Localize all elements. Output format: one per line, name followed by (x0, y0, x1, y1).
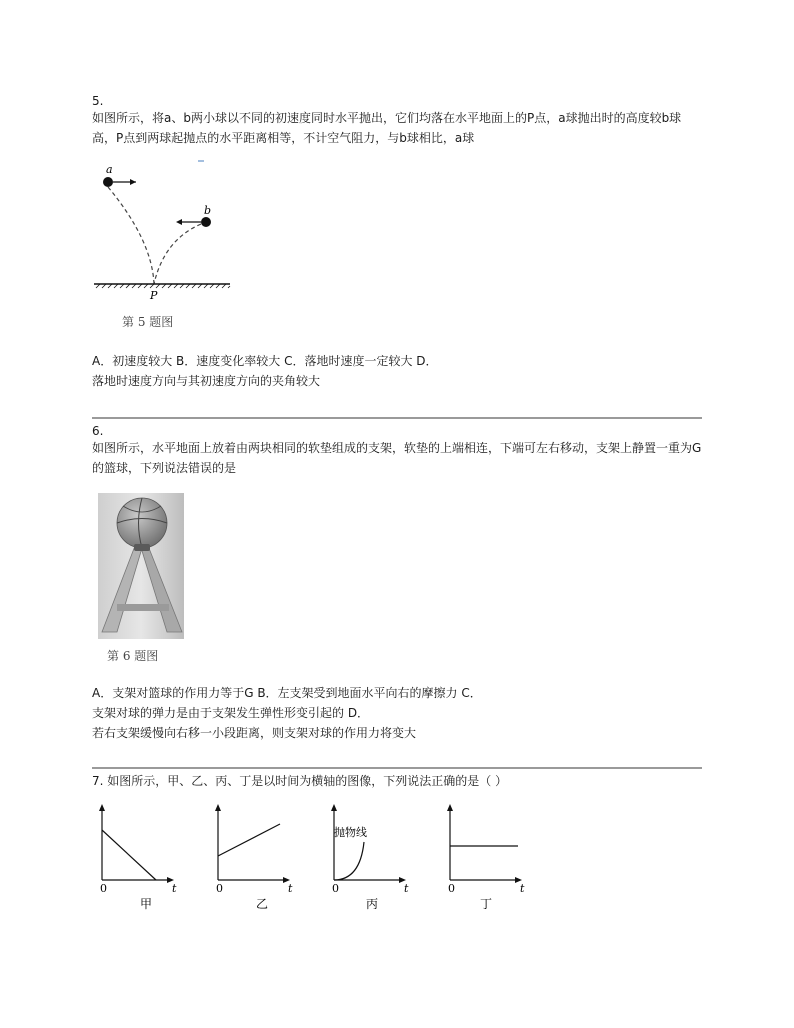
label-a: a (106, 163, 113, 176)
y-arrow (331, 804, 337, 811)
origin-label: 0 (216, 882, 223, 895)
graph-bing (324, 800, 424, 912)
t-axis-label: t (172, 882, 177, 895)
pad-joint (134, 544, 150, 551)
question-7 (92, 771, 702, 791)
options-line-2: 落地时速度方向与其初速度方向的夹角较大 (92, 374, 321, 388)
graph-ding (440, 800, 540, 912)
question-text: 如图所示，水平地面上放着由两块相同的软垫组成的支架，软垫的上端相连，下端可左右移动，支架上静置一重为G的篮球，下列说法错误的是 (92, 441, 702, 475)
question-5 (92, 94, 702, 148)
question-number: 6. (92, 424, 104, 438)
graph-name: 乙 (256, 897, 269, 911)
graph-line (102, 830, 156, 880)
options-line-2: 支架对球的弹力是由于支架发生弹性形变引起的 D． (92, 706, 370, 720)
y-arrow (447, 804, 453, 811)
divider (92, 767, 702, 769)
question-6 (92, 424, 702, 478)
ball-b (201, 217, 211, 227)
support-strap (117, 604, 169, 611)
graph-name: 丙 (366, 897, 379, 911)
parabola-annotation: 抛物线 (334, 826, 367, 839)
y-arrow (99, 804, 105, 811)
ball-a (103, 177, 113, 187)
origin-label: 0 (332, 882, 339, 895)
question-6-figure (97, 492, 187, 667)
arrowhead-b (176, 219, 182, 225)
question-number: 5. (92, 94, 104, 108)
arrowhead-a (130, 179, 136, 185)
divider (92, 417, 702, 419)
label-p: P (150, 289, 158, 302)
question-6-options (92, 683, 702, 743)
parabola-curve (334, 842, 364, 880)
options-line-3: 若右支架缓慢向右移一小段距离，则支架对球的作用力将变大 (92, 726, 417, 740)
origin-label: 0 (448, 882, 455, 895)
graph-name: 甲 (140, 897, 153, 911)
t-axis-label: t (404, 882, 409, 895)
question-text: 如图所示，将a、b两小球以不同的初速度同时水平抛出，它们均落在水平地面上的P点，a球抛出时的高度较b球高，P点到两球起抛点的水平距离相等，不计空气阻力，与b球相比，a球 (92, 111, 682, 145)
graph-jia (92, 800, 192, 912)
question-text: 7. 如图所示，甲、乙、丙、丁是以时间为横轴的图像，下列说法正确的是（ ） (92, 774, 508, 788)
options-line-1: A．初速度较大 B．速度变化率较大 C．落地时速度一定较大 D． (92, 354, 438, 368)
options-line-1: A．支架对篮球的作用力等于G B．左支架受到地面水平向右的摩擦力 C． (92, 686, 482, 700)
question-5-options (92, 351, 702, 391)
t-axis-label: t (288, 882, 293, 895)
graph-name: 丁 (480, 897, 493, 911)
t-axis-label: t (520, 882, 525, 895)
y-arrow (215, 804, 221, 811)
trajectory-a (108, 187, 154, 284)
label-b: b (204, 204, 212, 217)
graph-yi (208, 800, 308, 912)
figure-caption: 第 5 题图 (122, 315, 174, 329)
question-5-figure (92, 160, 237, 332)
figure-caption: 第 6 题图 (107, 649, 159, 663)
basketball (117, 498, 167, 548)
origin-label: 0 (100, 882, 107, 895)
trajectory-b (154, 224, 201, 284)
graph-line (218, 824, 280, 856)
